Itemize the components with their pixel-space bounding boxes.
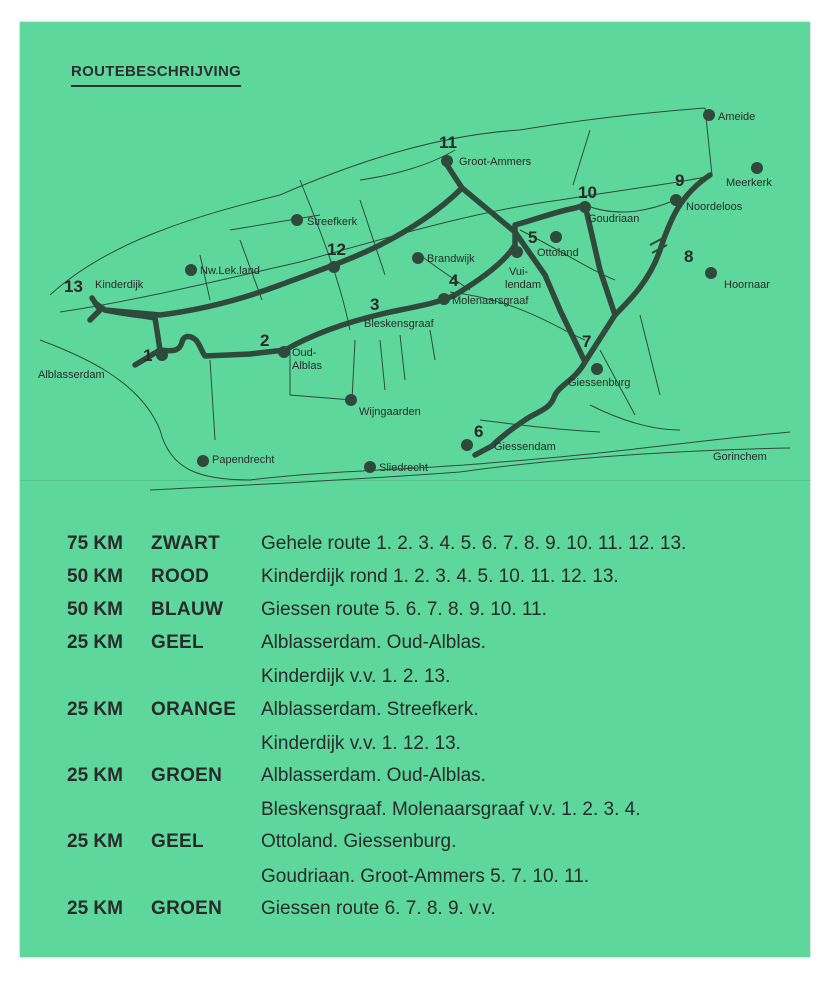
route-desc: Kinderdijk v.v. 1. 2. 13. [261,666,451,687]
route-color: GEEL [151,831,204,852]
label-vuilendam-2: lendam [505,279,542,291]
route-line-11 [447,165,515,232]
route-desc: Alblasserdam. Oud-Alblas. [261,632,486,653]
route-color: ORANGE [151,699,237,720]
marker-6: 6 [474,422,484,441]
route-row [0,898,834,928]
route-row [0,765,834,795]
route-km: 50 KM [67,599,123,620]
route-color: GROEN [151,898,223,919]
route-row [0,799,834,829]
label-wijngaarden: Wijngaarden [359,406,421,418]
label-kinderdijk: Kinderdijk [95,279,144,291]
label-noordeloos: Noordeloos [686,201,743,213]
route-km: 50 KM [67,566,123,587]
dot-molenaarsgraaf [438,293,450,305]
dot-12 [328,261,340,273]
marker-11: 11 [439,133,457,152]
dot-vuilendam [511,246,523,258]
label-alblasserdam: Alblasserdam [38,369,105,381]
route-km: 25 KM [67,699,123,720]
dot-1 [156,349,168,361]
label-brandwijk: Brandwijk [427,253,475,265]
route-desc: Ottoland. Giessenburg. [261,831,457,852]
label-papendrecht: Papendrecht [212,454,275,466]
route-km: 25 KM [67,765,123,786]
route-desc: Bleskensgraaf. Molenaarsgraaf v.v. 1. 2. 3. 4. [261,799,641,820]
marker-7: 7 [582,332,592,351]
route-desc: Kinderdijk v.v. 1. 12. 13. [261,733,461,754]
route-color: GEEL [151,632,204,653]
marker-3: 3 [370,295,380,314]
label-ameide: Ameide [718,111,756,123]
label-streefkerk: Streefkerk [307,216,358,228]
label-groot-ammers: Groot-Ammers [459,156,532,168]
label-vuilendam-1: Vui- [509,266,529,278]
route-row [0,666,834,696]
label-oud-1: Oud- [292,347,317,359]
route-km: 25 KM [67,898,123,919]
dot-wijngaarden [345,394,357,406]
route-color: BLAUW [151,599,224,620]
marker-10: 10 [578,183,597,202]
label-sliedrecht: Sliedrecht [379,462,428,474]
route-row [0,831,834,861]
route-row [0,599,834,629]
dot-oud-alblas [278,346,290,358]
page-title: ROUTEBESCHRIJVING [71,63,241,87]
route-row [0,632,834,662]
label-meerkerk: Meerkerk [726,177,772,189]
marker-12: 12 [327,240,346,259]
route-row [0,866,834,896]
route-km: 75 KM [67,533,123,554]
dot-brandwijk [412,252,424,264]
dot-papendrecht [197,455,209,467]
label-ottoland: Ottoland [537,247,579,259]
route-desc: Goudriaan. Groot-Ammers 5. 7. 10. 11. [261,866,590,887]
route-desc: Giessen route 5. 6. 7. 8. 9. 10. 11. [261,599,547,620]
label-giessenburg: Giessenburg [568,377,631,389]
label-bleskensgraaf: Bleskensgraaf [364,318,434,330]
dot-giessendam [461,439,473,451]
route-desc: Alblasserdam. Oud-Alblas. [261,765,486,786]
label-hoornaar: Hoornaar [724,279,770,291]
label-oud-2: Alblas [292,360,322,372]
marker-2: 2 [260,331,270,350]
dot-groot-ammers [441,155,453,167]
marker-13: 13 [64,277,83,296]
marker-9: 9 [675,171,685,190]
marker-5: 5 [528,228,538,247]
marker-4: 4 [449,271,459,290]
dot-meerkerk [751,162,763,174]
label-gorinchem: Gorinchem [713,451,767,463]
dot-nw-lekland [185,264,197,276]
dot-noordeloos [670,194,682,206]
dot-ottoland [550,231,562,243]
route-color: ZWART [151,533,221,554]
route-km: 25 KM [67,632,123,653]
dot-hoornaar [705,267,717,279]
dot-streefkerk [291,214,303,226]
route-color: ROOD [151,566,210,587]
label-giessendam: Giessendam [494,441,556,453]
label-molenaarsgraaf: Molenaarsgraaf [452,295,529,307]
route-desc: Kinderdijk rond 1. 2. 3. 4. 5. 10. 11. 12. 13. [261,566,619,587]
dot-sliedrecht [364,461,376,473]
route-line-8 [615,175,710,315]
route-line-5 [515,205,585,245]
route-row [0,533,834,563]
marker-8: 8 [684,247,694,266]
marker-1: 1 [143,346,153,365]
route-km: 25 KM [67,831,123,852]
route-color: GROEN [151,765,223,786]
route-desc: Alblasserdam. Streefkerk. [261,699,479,720]
route-desc: Gehele route 1. 2. 3. 4. 5. 6. 7. 8. 9. 10. 11. 12. 13. [261,533,687,554]
dot-giessenburg [591,363,603,375]
label-goudriaan: Goudriaan [588,213,640,225]
label-nw-lekland: Nw.Lek.land [200,265,260,277]
route-line-12 [105,188,462,315]
route-row [0,699,834,729]
route-row [0,733,834,763]
route-desc: Giessen route 6. 7. 8. 9. v.v. [261,898,496,919]
dot-goudriaan [579,201,591,213]
route-row [0,566,834,596]
dot-ameide [703,109,715,121]
